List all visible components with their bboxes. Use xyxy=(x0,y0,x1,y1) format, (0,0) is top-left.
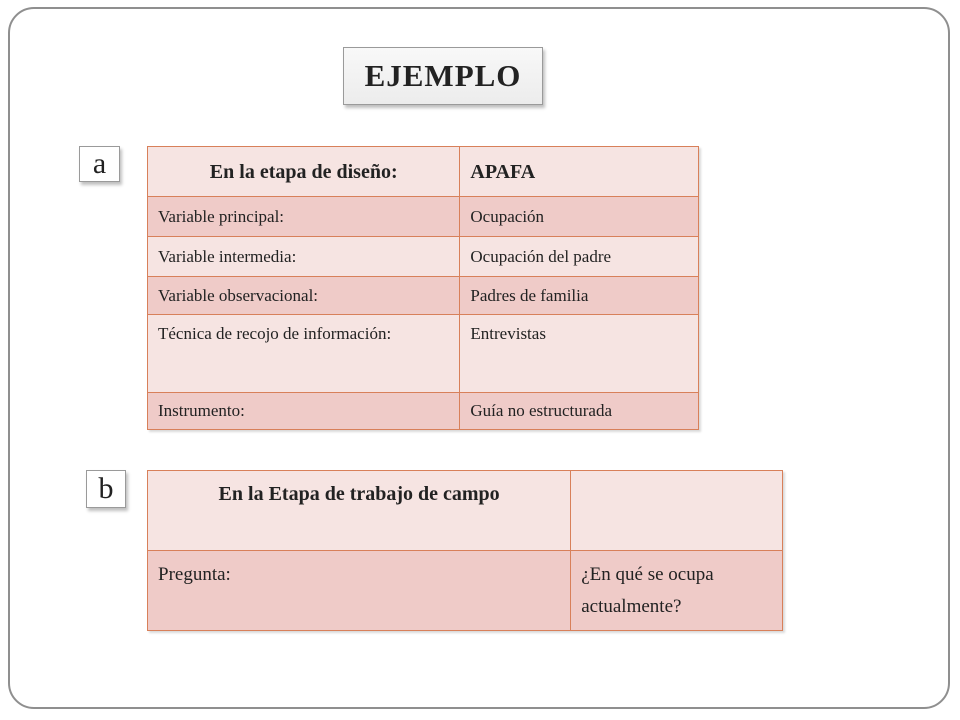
table-header-cell: En la etapa de diseño: xyxy=(148,147,460,197)
table-cell-value: ¿En qué se ocupa actualmente? xyxy=(571,551,783,631)
table-header-cell-empty xyxy=(571,471,783,551)
table-cell-value: Guía no estructurada xyxy=(460,393,699,430)
table-cell-label: Técnica de recojo de información: xyxy=(148,315,460,393)
field-work-stage-table xyxy=(147,470,783,631)
table-cell-value: Padres de familia xyxy=(460,277,699,315)
table-cell-label: Instrumento: xyxy=(148,393,460,430)
table-row xyxy=(148,315,699,393)
table-row xyxy=(148,197,699,237)
slide-title: EJEMPLO xyxy=(343,47,543,105)
table-row xyxy=(148,393,699,430)
table-cell-label: Variable observacional: xyxy=(148,277,460,315)
section-a-label: a xyxy=(79,146,120,182)
design-stage-table xyxy=(147,146,699,430)
table-cell-value: Ocupación xyxy=(460,197,699,237)
table-row xyxy=(148,237,699,277)
table-header-cell: En la Etapa de trabajo de campo xyxy=(148,471,571,551)
table-row xyxy=(148,277,699,315)
table-header-row xyxy=(148,471,783,551)
table-row xyxy=(148,551,783,631)
table-header-row xyxy=(148,147,699,197)
table-cell-value: Entrevistas xyxy=(460,315,699,393)
table-header-cell: APAFA xyxy=(460,147,699,197)
section-b-label: b xyxy=(86,470,126,508)
table-cell-label: Variable principal: xyxy=(148,197,460,237)
table-cell-label: Variable intermedia: xyxy=(148,237,460,277)
table-cell-value: Ocupación del padre xyxy=(460,237,699,277)
table-cell-label: Pregunta: xyxy=(148,551,571,631)
